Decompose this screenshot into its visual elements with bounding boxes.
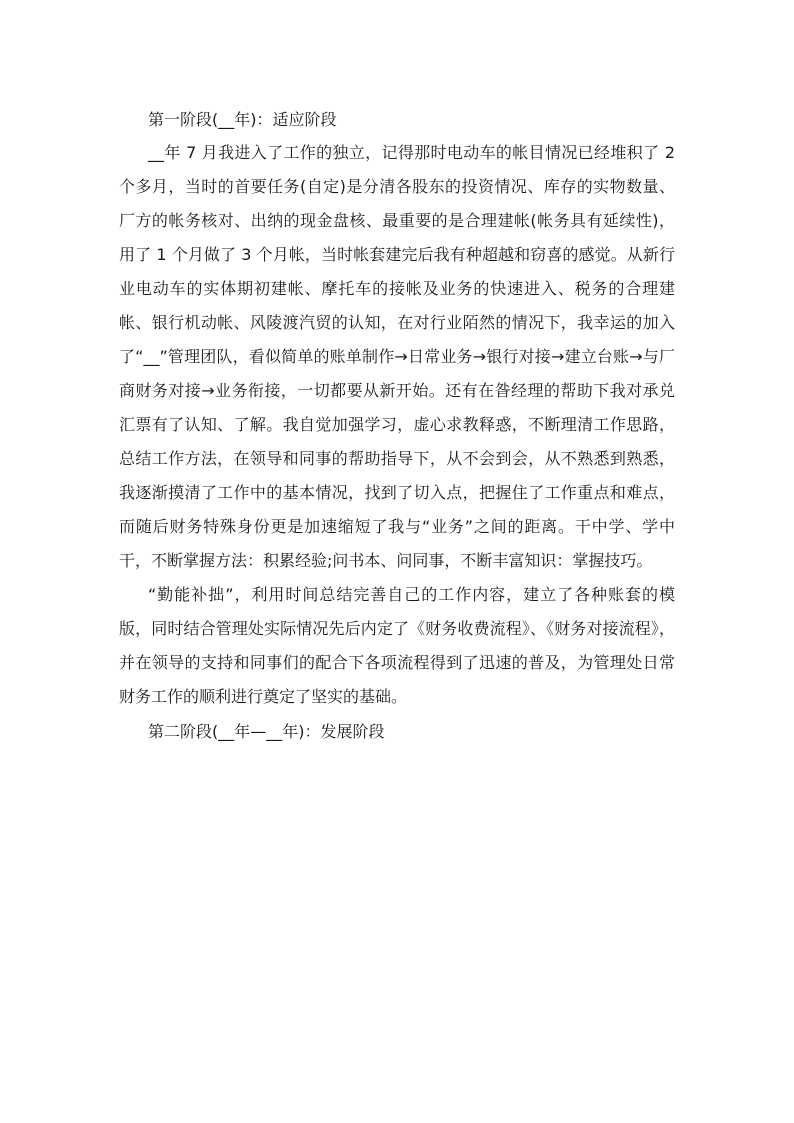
document-body (119, 103, 675, 748)
paragraph-stage-one-narrative: __年 7 月我进入了工作的独立，记得那时电动车的帐目情况已经堆积了 2 个多月，当时的首要任务(自定)是分清各股东的投资情况、库存的实物数量、厂方的帐务核对、出纳的现金盘核、最重要的是合理建帐(帐务具有延续性)，用了 1 个月做了 3 个月帐，当时帐套建完后我有种超越和窃喜的感觉。从新行业电动车的实体期初建帐、摩托车的接帐及业务的快速进入、税务的合理建帐、银行机动帐、风陵渡汽贸的认知，在对行业陌然的情况下，我幸运的加入了“__”管理团队，看似简单的账单制作→日常业务→银行对接→建立台账→与厂商财务对接→业务衔接，一切都要从新开始。还有在昝经理的帮助下我对承兑汇票有了认知、了解。我自觉加强学习，虚心求教释惑，不断理清工作思路，总结工作方法，在领导和同事的帮助指导下，从不会到会，从不熟悉到熟悉，我逐渐摸清了工作中的基本情况，找到了切入点，把握住了工作重点和难点，而随后财务特殊身份更是加速缩短了我与“业务”之间的距离。干中学、学中干，不断掌握方法：积累经验;问书本、问同事，不断丰富知识：掌握技巧。 (119, 143, 675, 570)
section-heading-stage-one: 第一阶段(__年)：适应阶段 (148, 110, 337, 129)
paragraph-stage-one-achievements: “勤能补拙”，利用时间总结完善自己的工作内容，建立了各种账套的模版，同时结合管理处实际情况先后内定了《财务收费流程》、《财务对接流程》，并在领导的支持和同事们的配合下各项流程得到了迅速的普及，为管理处日常财务工作的顺利进行奠定了坚实的基础。 (119, 585, 675, 706)
section-heading-stage-two: 第二阶段(__年—__年)：发展阶段 (148, 722, 385, 741)
